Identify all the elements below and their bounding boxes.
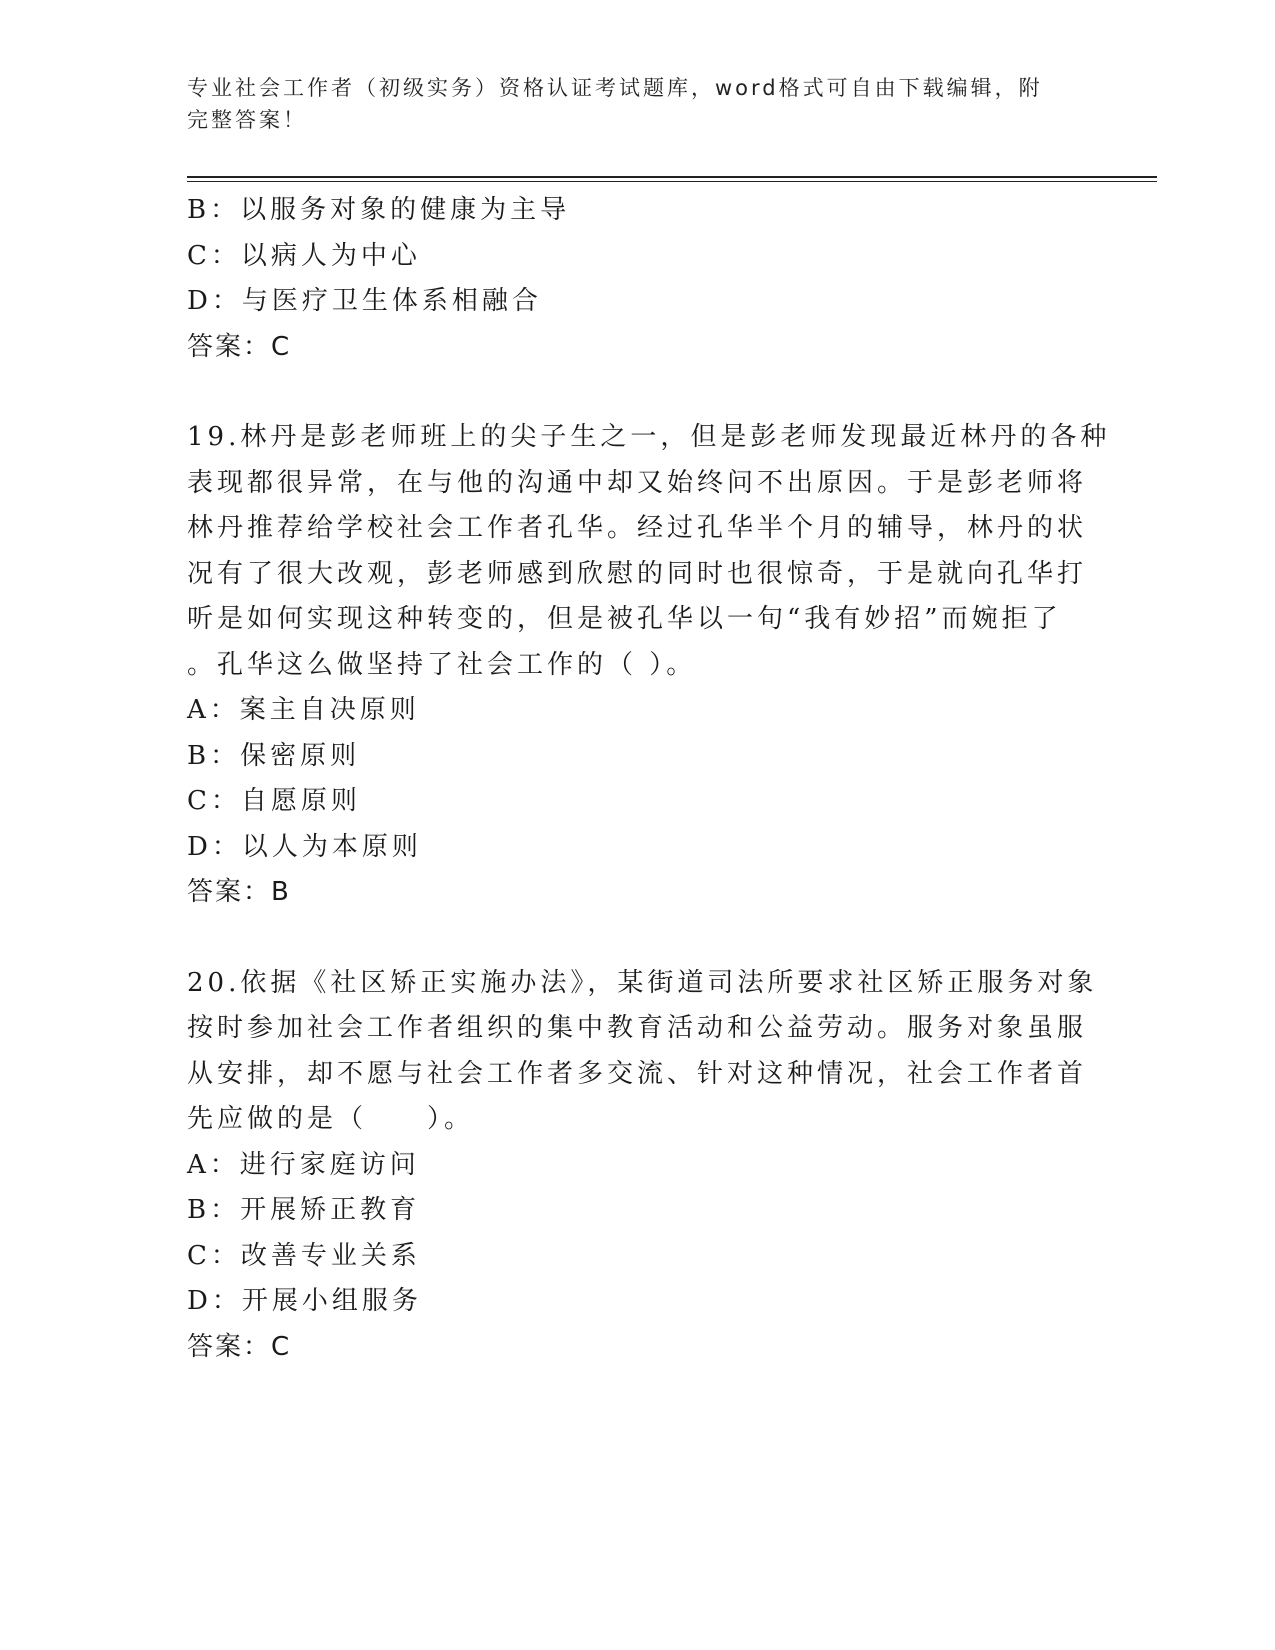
stem-line: 况有了很大改观，彭老师感到欣慰的同时也很惊奇，于是就向孔华打 (187, 558, 1088, 589)
option-b: B：开展矫正教育 (187, 1195, 421, 1225)
question-19 (187, 415, 1111, 916)
spacer (187, 916, 1087, 961)
header-divider-thick (187, 176, 1157, 178)
option-d: D：以人为本原则 (187, 831, 422, 862)
option-a: A：进行家庭访问 (187, 1149, 420, 1180)
option-c: C：自愿原则 (187, 786, 361, 816)
document-header (187, 72, 1087, 136)
stem-line: 先应做的是（ ）。 (187, 1104, 475, 1134)
stem-line: 林丹推荐给学校社会工作者孔华。经过孔华半个月的辅导，林丹的状 (187, 513, 1088, 543)
answer: 答案：C (187, 331, 292, 362)
option-d: D：与医疗卫生体系相融合 (187, 286, 542, 316)
stem-line: 19.林丹是彭老师班上的尖子生之一，但是彭老师发现最近林丹的各种 (187, 422, 1111, 452)
option-d: D：开展小组服务 (187, 1286, 422, 1316)
header-title-line-2: 完整答案！ (187, 108, 307, 132)
stem-line: 听是如何实现这种转变的，但是被孔华以一句“我有妙招”而婉拒了 (187, 604, 1062, 634)
option-b: B：保密原则 (187, 740, 361, 771)
question-stem (187, 961, 1098, 1143)
spacer (187, 370, 1087, 415)
question-18-tail (187, 188, 1087, 370)
answer: 答案：B (187, 877, 291, 907)
stem-line: 表现都很异常，在与他的沟通中却又始终问不出原因。于是彭老师将 (187, 467, 1088, 498)
question-20 (187, 961, 1098, 1371)
stem-line: 。孔华这么做坚持了社会工作的（ ）。 (187, 649, 697, 680)
stem-line: 从安排，却不愿与社会工作者多交流、针对这种情况，社会工作者首 (187, 1058, 1088, 1089)
header-divider-thin (187, 181, 1157, 182)
question-content (187, 188, 1111, 1370)
option-a: A：案主自决原则 (187, 695, 420, 725)
option-b: B：以服务对象的健康为主导 (187, 195, 571, 225)
option-c: C：改善专业关系 (187, 1240, 421, 1271)
header-title-line-1: 专业社会工作者（初级实务）资格认证考试题库，word格式可自由下载编辑，附 (187, 76, 1043, 100)
answer: 答案：C (187, 1331, 292, 1362)
stem-line: 20.依据《社区矫正实施办法》，某街道司法所要求社区矫正服务对象 (187, 967, 1098, 998)
question-stem (187, 415, 1111, 688)
option-c: C：以病人为中心 (187, 240, 421, 271)
stem-line: 按时参加社会工作者组织的集中教育活动和公益劳动。服务对象虽服 (187, 1013, 1088, 1043)
